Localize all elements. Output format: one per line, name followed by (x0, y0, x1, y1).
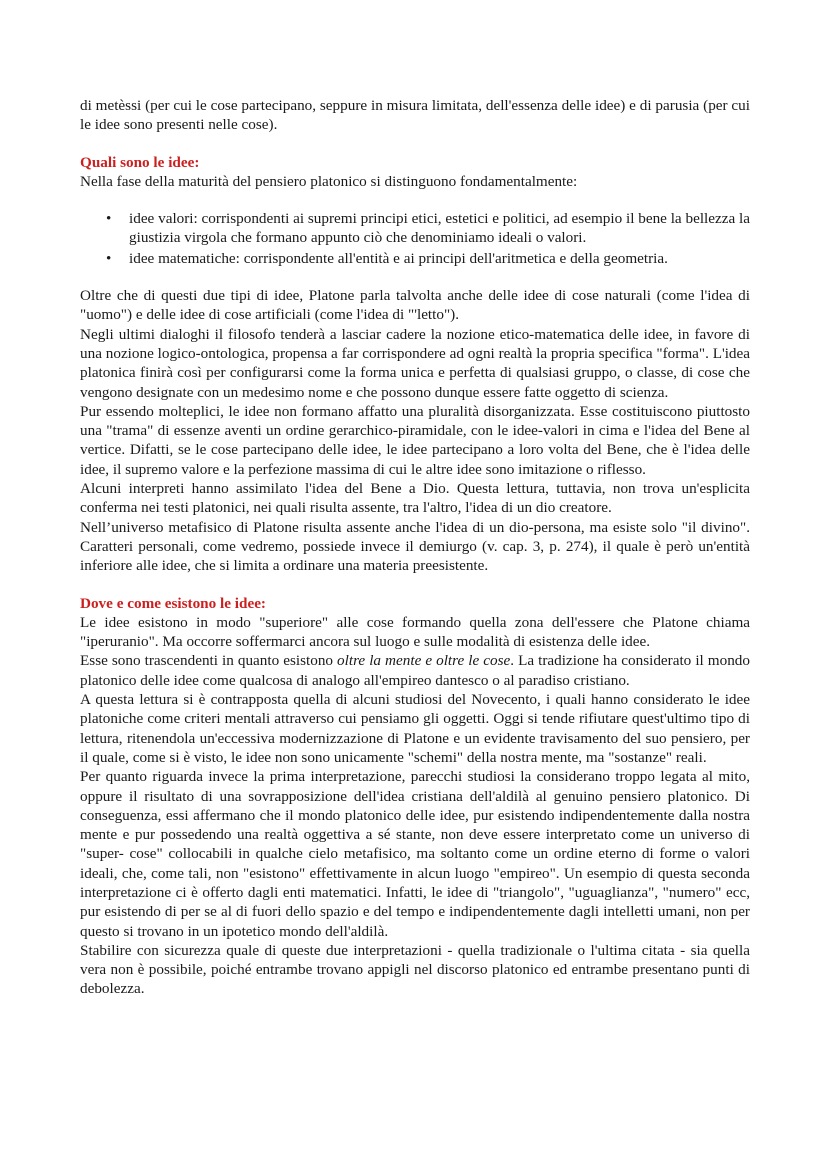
text-span: . La tradizione ha considerato il mondo platonico delle idee come qualcosa di analogo all'empireo dantesco o al paradiso cristiano. (80, 652, 750, 689)
list-item-text: idee matematiche: corrispondente all'entità e ai principi dell'aritmetica e della geometria. (129, 249, 668, 267)
paragraph: Nell’universo metafisico di Platone risulta assente anche l'idea di un dio-persona, ma esiste solo "il divino". Caratteri personali, come vedremo, possiede invece il demiurgo (v. cap. 3, p. 274), il quale è però un'entità inferiore alle idee, che si limita a ordinare una materia preesistente. (80, 518, 750, 575)
section-lead: Nella fase della maturità del pensiero platonico si distinguono fondamentalmente: (80, 172, 578, 190)
paragraph: A questa lettura si è contrapposta quella di alcuni studiosi del Novecento, i quali hanno considerato le idee platoniche come criteri mentali attraverso cui pensiamo gli oggetti. Oggi si tende rifiutare quest'ultimo tipo di lettura, ritenendola un'eccessiva modernizzazione di Platone e un evidente travisamento del suo pensiero, per il quale, come si è visto, le idee non sono unicamente "schemi" della nostra mente, ma "sostanze" reali. (80, 691, 750, 766)
emphasis-text: oltre la mente e oltre le cose (337, 652, 511, 670)
list-item (80, 209, 750, 248)
paragraph: Oltre che di questi due tipi di idee, Platone parla talvolta anche delle idee di cose naturali (come l'idea di "uomo") e delle idee di cose artificiali (come l'idea di "'letto"). (80, 287, 750, 324)
paragraph: Alcuni interpreti hanno assimilato l'idea del Bene a Dio. Questa lettura, tuttavia, non trova un'esplicita conferma nei testi platonici, nei quali risulta assente, tra l'altro, l'idea di un dio creatore. (80, 480, 750, 517)
section-heading-quali: Quali sono le idee: (80, 153, 200, 171)
intro-paragraph: di metèssi (per cui le cose partecipano, seppure in misura limitata, dell'essenza delle idee) e di parusia (per cui le idee sono presenti nelle cose). (80, 97, 750, 134)
text-span: Esse sono trascendenti in quanto esistono (80, 652, 338, 670)
paragraph: Per quanto riguarda invece la prima interpretazione, parecchi studiosi la considerano troppo legata al mito, oppure il risultato di una sovrapposizione dell'idea cristiana dell'aldilà al genuino pensiero platonico. Di conseguenza, essi affermano che il mondo platonico delle idee, pur esistendo indipendentemente dalla nostra mente e pur possedendo una realtà oggettiva a sé stante, non deve essere interpretato come un universo di "super- cose" collocabili in qualche cielo metafisico, ma soltanto come un ordine eterno di forme o valori ideali, che, come tali, non "esistono" effettivamente in alcun luogo "empireo". Un esempio di questa seconda interpretazione ci è offerto dagli enti matematici. Infatti, le idee di "triangolo", "uguaglianza", "numero" ecc, pur esistendo di per se al di fuori dello spazio e del tempo e indipendentemente dagli intelletti umani, non per questo si trovano in un ipotetico mondo dell'aldilà. (80, 768, 750, 940)
ideas-list (80, 209, 750, 268)
bullet-icon: • (106, 249, 112, 267)
paragraph: Stabilire con sicurezza quale di queste due interpretazioni - quella tradizionale o l'ultima citata - sia quella vera non è possibile, poiché entrambe trovano appigli nel discorso platonico ed entrambe presentano punti di debolezza. (80, 941, 750, 998)
list-item-text: idee valori: corrispondenti ai supremi principi etici, estetici e politici, ad esempio il bene la bellezza la giustizia virgola che formano appunto ciò che denominiamo ideali o valori. (129, 210, 750, 247)
list-item (80, 249, 750, 268)
paragraph: Pur essendo molteplici, le idee non formano affatto una pluralità disorganizzata. Esse costituiscono piuttosto una "trama" di essenze aventi un ordine gerarchico-piramidale, con le idee-valori in cima e l'idea del Bene al vertice. Difatti, se le cose partecipano delle idee, le idee partecipano a loro volta del Bene, che è l'idea delle idee, il supremo valore e la perfezione massima di cui le altre idee sono imitazione o riflesso. (80, 402, 750, 478)
bullet-icon: • (106, 210, 112, 228)
paragraph-with-emphasis (80, 651, 750, 690)
paragraph: Negli ultimi dialoghi il filosofo tenderà a lasciar cadere la nozione etico-matematica delle idee, in favore di una nozione logico-ontologica, propensa a far corrispondere ad ogni realtà la propria specifica "forma". L'idea platonica finirà così per configurarsi come la forma unica e perfetta di qualsiasi gruppo, o classe, di cose che vengono designate con un medesimo nome e che possono dunque essere fatte oggetto di scienza. (80, 325, 750, 401)
section-heading-dove: Dove e come esistono le idee: (80, 594, 266, 612)
paragraph: Le idee esistono in modo "superiore" alle cose formando quella zona dell'essere che Platone chiama "iperuranio". Ma occorre soffermarci ancora sul luogo e sulle modalità di esistenza delle idee. (80, 613, 750, 651)
document-page (80, 96, 750, 999)
